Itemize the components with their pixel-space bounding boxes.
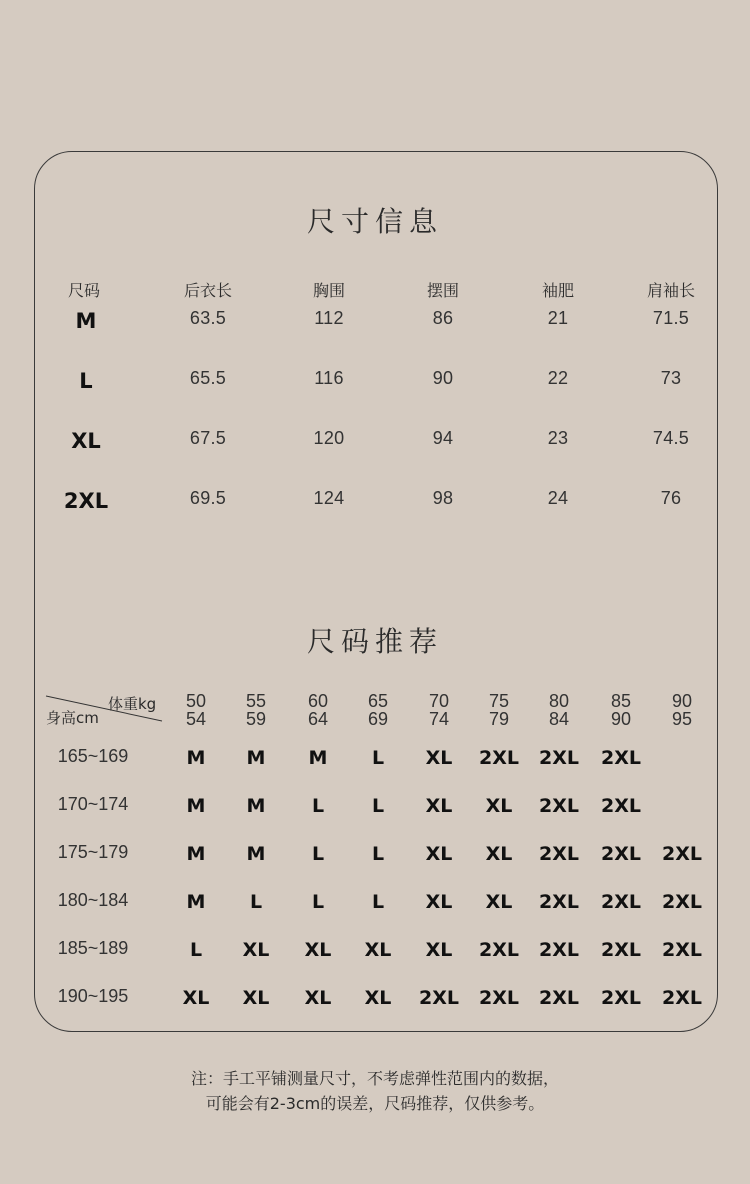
weight-range-start: 85: [610, 691, 632, 711]
weight-axis-label: 体重kg: [108, 695, 157, 713]
recommended-size-cell: 2XL: [539, 891, 579, 913]
recommended-size-cell: 2XL: [601, 939, 641, 961]
recommended-size-cell: 2XL: [662, 891, 702, 913]
size-cell: 116: [314, 368, 344, 388]
size-cell: 22: [547, 368, 569, 388]
weight-range-start: 75: [488, 691, 510, 711]
recommended-size-cell: 2XL: [539, 939, 579, 961]
recommended-size-cell: XL: [304, 987, 332, 1009]
weight-range-end: 84: [548, 709, 570, 729]
recommended-size-cell: XL: [425, 795, 453, 817]
size-cell: 63.5: [189, 308, 227, 328]
height-range-label: 165~169: [57, 746, 129, 766]
recommended-size-cell: 2XL: [601, 891, 641, 913]
weight-range-start: 50: [185, 691, 207, 711]
weight-range-end: 79: [488, 709, 510, 729]
recommended-size-cell: M: [186, 891, 206, 913]
weight-range-end: 59: [245, 709, 267, 729]
recommended-size-cell: XL: [182, 987, 210, 1009]
size-cell: 98: [432, 488, 454, 508]
size-row-label: M: [75, 309, 97, 333]
recommended-size-cell: XL: [242, 939, 270, 961]
recommended-size-cell: 2XL: [539, 843, 579, 865]
size-cell: 69.5: [189, 488, 227, 508]
height-range-label: 185~189: [57, 938, 129, 958]
recommended-size-cell: L: [189, 939, 203, 961]
size-cell: 86: [432, 308, 454, 328]
recommended-size-cell: 2XL: [479, 747, 519, 769]
recommended-size-cell: 2XL: [479, 939, 519, 961]
recommended-size-cell: 2XL: [539, 747, 579, 769]
note-line-2: 可能会有2-3cm的误差，尺码推荐，仅供参考。: [205, 1094, 545, 1113]
size-header-4: 袖肥: [541, 281, 575, 300]
size-header-1: 后衣长: [183, 281, 233, 300]
size-cell: 23: [547, 428, 569, 448]
size-cell: 76: [660, 488, 682, 508]
recommended-size-cell: 2XL: [601, 987, 641, 1009]
recommended-size-cell: L: [371, 843, 385, 865]
recommended-size-cell: L: [249, 891, 263, 913]
recommended-size-cell: M: [186, 843, 206, 865]
size-cell: 73: [660, 368, 682, 388]
recommended-size-cell: 2XL: [662, 843, 702, 865]
recommended-size-cell: M: [308, 747, 328, 769]
size-cell: 124: [313, 488, 345, 508]
weight-range-start: 65: [367, 691, 389, 711]
recommended-size-cell: XL: [364, 987, 392, 1009]
recommended-size-cell: 2XL: [662, 987, 702, 1009]
recommended-size-cell: XL: [425, 747, 453, 769]
size-cell: 112: [314, 308, 344, 328]
recommended-size-cell: 2XL: [662, 939, 702, 961]
size-cell: 94: [432, 428, 454, 448]
recommended-size-cell: L: [371, 795, 385, 817]
size-header-2: 胸围: [312, 281, 346, 300]
size-cell: 65.5: [189, 368, 227, 388]
recommended-size-cell: 2XL: [601, 747, 641, 769]
recommended-size-cell: XL: [485, 843, 513, 865]
size-row-label: 2XL: [63, 489, 109, 513]
size-cell: 120: [313, 428, 345, 448]
recommended-size-cell: XL: [242, 987, 270, 1009]
size-header-0: 尺码: [67, 281, 101, 300]
recommended-size-cell: 2XL: [601, 843, 641, 865]
size-cell: 67.5: [189, 428, 227, 448]
size-recommend-title: 尺码推荐: [306, 625, 443, 658]
recommended-size-cell: L: [311, 795, 325, 817]
weight-range-start: 70: [428, 691, 450, 711]
recommended-size-cell: XL: [425, 891, 453, 913]
recommended-size-cell: XL: [485, 795, 513, 817]
recommended-size-cell: 2XL: [479, 987, 519, 1009]
recommended-size-cell: M: [186, 747, 206, 769]
weight-range-end: 69: [367, 709, 389, 729]
note-line-1: 注：手工平铺测量尺寸，不考虑弹性范围内的数据，: [190, 1069, 559, 1088]
weight-range-end: 95: [671, 709, 693, 729]
recommended-size-cell: XL: [425, 843, 453, 865]
weight-range-end: 90: [610, 709, 632, 729]
weight-range-end: 54: [185, 709, 207, 729]
size-row-label: L: [79, 369, 93, 393]
weight-range-start: 60: [307, 691, 329, 711]
recommended-size-cell: L: [311, 843, 325, 865]
recommended-size-cell: 2XL: [539, 987, 579, 1009]
size-header-5: 肩袖长: [646, 281, 696, 300]
height-range-label: 180~184: [57, 890, 129, 910]
height-range-label: 175~179: [57, 842, 129, 862]
size-row-label: XL: [71, 429, 101, 453]
recommended-size-cell: 2XL: [539, 795, 579, 817]
recommended-size-cell: L: [371, 891, 385, 913]
size-info-title: 尺寸信息: [306, 205, 443, 238]
weight-range-start: 90: [671, 691, 693, 711]
recommended-size-cell: 2XL: [601, 795, 641, 817]
size-cell: 71.5: [652, 308, 690, 328]
recommended-size-cell: M: [186, 795, 206, 817]
size-cell: 24: [547, 488, 569, 508]
weight-range-end: 74: [428, 709, 450, 729]
weight-range-end: 64: [307, 709, 329, 729]
weight-range-start: 55: [245, 691, 267, 711]
recommended-size-cell: XL: [364, 939, 392, 961]
weight-range-start: 80: [548, 691, 570, 711]
recommended-size-cell: 2XL: [419, 987, 459, 1009]
size-cell: 90: [432, 368, 454, 388]
size-cell: 74.5: [652, 428, 690, 448]
height-range-label: 170~174: [57, 794, 129, 814]
recommended-size-cell: XL: [485, 891, 513, 913]
recommended-size-cell: XL: [304, 939, 332, 961]
size-header-3: 摆围: [426, 281, 460, 300]
recommended-size-cell: M: [246, 795, 266, 817]
recommended-size-cell: M: [246, 843, 266, 865]
recommended-size-cell: XL: [425, 939, 453, 961]
height-axis-label: 身高cm: [46, 709, 99, 727]
recommended-size-cell: L: [311, 891, 325, 913]
recommended-size-cell: M: [246, 747, 266, 769]
recommended-size-cell: L: [371, 747, 385, 769]
size-cell: 21: [547, 308, 569, 328]
height-range-label: 190~195: [57, 986, 129, 1006]
